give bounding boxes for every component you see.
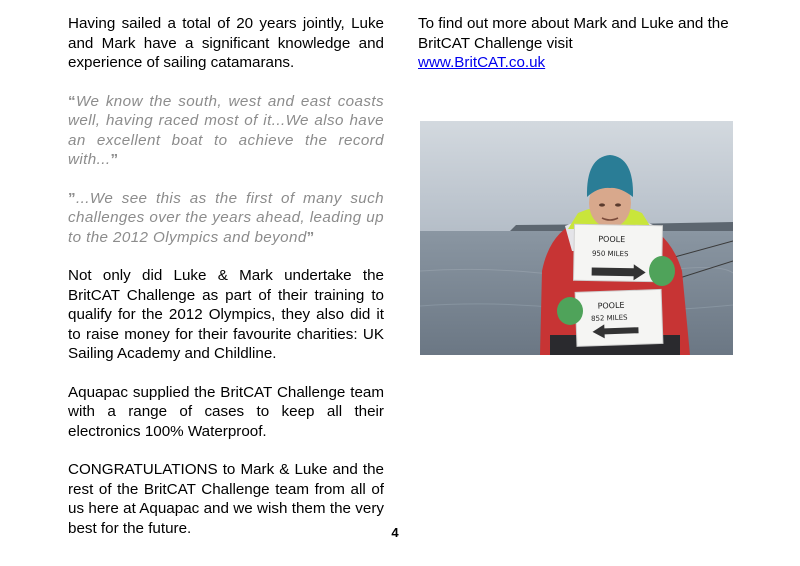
quote-text: ...We see this as the first of many such challenges over the years ahead, leading up to the 2012 Olympics and beyond xyxy=(68,189,384,246)
aquapac-paragraph: Aquapac supplied the BritCAT Challenge team with a range of cases to keep all their electronics 100% Waterproof. xyxy=(68,383,384,440)
sign-top-line2: 950 MILES xyxy=(591,249,629,259)
sign-poole-852 xyxy=(575,289,663,346)
find-out-more-label: To find out more about Mark and Luke and the BritCAT Challenge visit xyxy=(418,15,729,52)
right-column xyxy=(418,14,738,73)
sailor-photo-illustration xyxy=(420,121,733,355)
sign-top-line1: POOLE xyxy=(598,234,626,245)
sailor-photo xyxy=(420,121,733,355)
quote-first-of-many xyxy=(68,189,384,248)
sky xyxy=(420,121,733,231)
left-column xyxy=(68,14,384,557)
olympics-paragraph: Not only did Luke & Mark undertake the BritCAT Challenge as part of their training to qualify for the 2012 Olympics, they also did it to raise money for their favourite charities: UK Sailing Academy and Childline. xyxy=(68,267,384,362)
right-glove xyxy=(649,256,675,286)
quote-close-mark: ” xyxy=(110,151,119,168)
quote-text: We know the south, west and east coasts well, having raced most of it...We also have an excellent boat to achieve the record with... xyxy=(68,92,384,168)
quote-close-mark: ” xyxy=(306,228,315,246)
britcat-website-link[interactable]: www.BritCAT.co.uk xyxy=(418,54,546,71)
page-number: 4 xyxy=(391,525,399,540)
left-glove xyxy=(557,297,583,325)
quote-open-mark: “ xyxy=(68,92,76,110)
sign-bottom-line1: POOLE xyxy=(597,300,625,311)
find-out-more-text xyxy=(418,14,738,73)
intro-paragraph: Having sailed a total of 20 years jointly, Luke and Mark have a significant knowledge and experience of sailing catamarans. xyxy=(68,15,384,71)
congratulations-paragraph: CONGRATULATIONS to Mark & Luke and the rest of the BritCAT Challenge team from all of us here at Aquapac and we wish them the very best for the future. xyxy=(68,461,384,537)
quote-open-mark: ” xyxy=(68,189,76,207)
sign-bottom-line2: 852 MILES xyxy=(590,313,628,323)
quote-we-know xyxy=(68,92,384,170)
